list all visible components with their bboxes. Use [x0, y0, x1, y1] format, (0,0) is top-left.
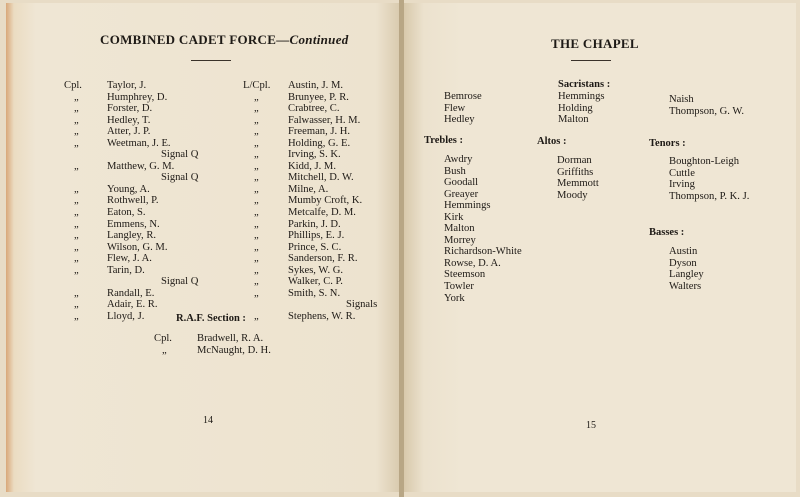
basses-list: [669, 246, 704, 292]
list-item: Milne, A.: [288, 183, 329, 195]
altos-heading: Altos :: [537, 136, 567, 147]
ditto-mark: „: [74, 218, 79, 230]
list-item: Kirk: [444, 211, 464, 223]
list-item: Irving: [669, 179, 695, 191]
raf-names: [197, 333, 271, 356]
list-item: Stephens, W. R.: [288, 310, 356, 322]
ditto-mark: „: [74, 114, 79, 126]
list-item: Adair, E. R.: [107, 299, 158, 311]
list-item: Flew: [444, 102, 466, 114]
list-item: York: [444, 292, 465, 304]
list-item: Taylor, J.: [107, 80, 147, 91]
ditto-mark: „: [254, 114, 259, 126]
list-item: Hedley: [444, 114, 475, 126]
list-item: Morrey: [444, 234, 476, 246]
list-item: Parkin, J. D.: [288, 218, 341, 230]
list-item: Young, A.: [107, 183, 150, 195]
ditto-mark: „: [254, 126, 259, 138]
rank-label: „: [162, 344, 167, 356]
altos-list: [557, 155, 599, 201]
list-item: McNaught, D. H.: [197, 344, 271, 356]
list-item: Cuttle: [669, 167, 695, 179]
list-item: Langley: [669, 269, 704, 281]
ditto-mark: [74, 276, 84, 288]
sacristans-col1: [444, 91, 482, 126]
list-item: Crabtree, C.: [288, 103, 340, 115]
list-item: Tarin, D.: [107, 264, 145, 276]
list-item: Holding: [558, 102, 593, 114]
col1-rank-header: Cpl.: [64, 80, 82, 91]
list-item: Randall, E.: [107, 287, 155, 299]
list-item: Steemson: [444, 269, 486, 281]
list-item: Hemmings: [558, 91, 605, 102]
right-title-rule: [571, 60, 611, 61]
col2-names: [288, 80, 377, 322]
trebles-list: [444, 154, 522, 304]
ditto-mark: „: [74, 183, 79, 195]
ditto-mark: „: [254, 264, 259, 276]
ditto-mark: „: [74, 299, 79, 311]
ditto-mark: „: [254, 230, 259, 242]
list-item: Hedley, T.: [107, 114, 151, 126]
sacristans-heading: Sacristans :: [558, 79, 611, 90]
ditto-mark: „: [254, 207, 259, 219]
ditto-mark: „: [74, 241, 79, 253]
sacristans-col3: [669, 94, 744, 117]
list-item: Thompson, G. W.: [669, 105, 745, 117]
ditto-mark: „: [74, 160, 79, 172]
left-page-title: COMBINED CADET FORCE—Continued: [100, 32, 349, 47]
list-item: Prince, S. C.: [288, 241, 342, 253]
ditto-mark: „: [254, 183, 259, 195]
ditto-mark: „: [74, 126, 79, 138]
ditto-mark: „: [254, 91, 259, 103]
ditto-mark: „: [254, 103, 259, 115]
ditto-mark: „: [74, 91, 79, 103]
list-item: Goodall: [444, 177, 479, 189]
ditto-mark: „: [254, 149, 259, 161]
list-item: Towler: [444, 281, 474, 293]
ditto-mark: „: [254, 253, 259, 265]
tenors-heading: Tenors :: [649, 138, 686, 149]
list-item: Dyson: [669, 257, 697, 269]
list-item: Freeman, J. H.: [288, 126, 351, 138]
list-item: Austin, J. M.: [288, 80, 344, 91]
ditto-mark: „: [254, 137, 259, 149]
list-item: Greayer: [444, 188, 479, 200]
list-item: Walker, C. P.: [288, 276, 343, 288]
list-item: Malton: [558, 114, 589, 126]
col2-rank-header: L/Cpl.: [243, 80, 271, 91]
list-item: Bush: [444, 165, 466, 177]
ditto-mark: „: [254, 160, 259, 172]
list-item: Richardson-White: [444, 246, 522, 258]
ditto-mark: „: [254, 241, 259, 253]
ditto-mark: [74, 149, 84, 161]
ditto-mark: „: [74, 195, 79, 207]
ditto-mark: „: [74, 230, 79, 242]
col1-names: [107, 80, 198, 322]
list-item: Naish: [669, 94, 694, 105]
list-item: Falwasser, H. M.: [288, 114, 361, 126]
list-item: Forster, D.: [107, 103, 153, 115]
list-item: Boughton-Leigh: [669, 156, 740, 167]
list-item: Kidd, J. M.: [288, 160, 336, 172]
ditto-mark: [74, 80, 84, 92]
list-item: Eaton, S.: [107, 207, 146, 219]
list-item: Atter, J. P.: [107, 126, 151, 138]
ditto-mark: „: [254, 195, 259, 207]
ditto-mark: „: [74, 103, 79, 115]
list-item: Austin: [669, 246, 698, 257]
ditto-mark: „: [74, 310, 79, 322]
ditto-mark: „: [74, 137, 79, 149]
col1-ditto-marks: [74, 80, 84, 322]
right-page-title: THE CHAPEL: [551, 36, 639, 51]
rank-label: Cpl.: [154, 333, 172, 344]
list-item: Weetman, J. E.: [107, 137, 171, 149]
list-item: Signal Q: [161, 172, 199, 184]
list-item: Lloyd, J.: [107, 310, 145, 322]
list-item: Sykes, W. G.: [288, 264, 344, 276]
raf-ranks: [154, 333, 172, 356]
ditto-mark: „: [74, 264, 79, 276]
list-item: Signal Q: [161, 276, 199, 288]
ditto-mark: [254, 299, 264, 311]
list-item: Hemmings: [444, 200, 491, 212]
ditto-mark: „: [74, 207, 79, 219]
list-item: Holding, G. E.: [288, 137, 351, 149]
list-item: Rothwell, P.: [107, 195, 159, 207]
list-item: Walters: [669, 280, 702, 292]
right-page-number: 15: [586, 420, 596, 431]
list-item: Mumby Croft, K.: [288, 195, 363, 207]
list-item: Mitchell, D. W.: [288, 172, 354, 184]
sacristans-col2: [558, 91, 605, 126]
list-item: Metcalfe, D. M.: [288, 207, 356, 219]
list-item: Langley, R.: [107, 230, 157, 242]
list-item: Memmott: [557, 178, 599, 190]
list-item: Rowse, D. A.: [444, 257, 501, 269]
left-page-number: 14: [203, 415, 213, 426]
ditto-mark: „: [254, 287, 259, 299]
basses-heading: Basses :: [649, 227, 685, 238]
raf-section-heading: R.A.F. Section :: [176, 313, 246, 324]
left-title-rule: [191, 60, 231, 61]
list-item: Awdry: [444, 154, 473, 165]
ditto-mark: „: [254, 276, 259, 288]
list-item: Wilson, G. M.: [107, 241, 168, 253]
list-item: Emmens, N.: [107, 218, 160, 230]
ditto-mark: „: [74, 287, 79, 299]
list-item: Matthew, G. M.: [107, 160, 175, 172]
trebles-heading: Trebles :: [424, 135, 463, 146]
list-item: Signal Q: [161, 149, 199, 161]
list-item: Thompson, P. K. J.: [669, 190, 750, 202]
tenors-list: [669, 156, 749, 202]
list-item: Phillips, E. J.: [288, 230, 345, 242]
ditto-mark: „: [254, 218, 259, 230]
list-item: Bemrose: [444, 91, 482, 102]
list-item: Sanderson, F. R.: [288, 253, 358, 265]
book-spine: [399, 0, 404, 497]
list-item: Brunyee, P. R.: [288, 91, 349, 103]
ditto-mark: „: [74, 253, 79, 265]
ditto-mark: „: [254, 310, 259, 322]
list-item: Irving, S. K.: [288, 149, 341, 161]
list-item: Smith, S. N.: [288, 287, 341, 299]
list-item: Signals: [346, 299, 378, 311]
list-item: Malton: [444, 223, 475, 235]
list-item: Humphrey, D.: [107, 91, 168, 103]
list-item: Bradwell, R. A.: [197, 333, 264, 344]
list-item: Moody: [557, 189, 588, 201]
col2-ditto-marks: [254, 80, 264, 322]
ditto-mark: [254, 80, 264, 92]
list-item: Dorman: [557, 155, 592, 166]
ditto-mark: [74, 172, 84, 184]
ditto-mark: „: [254, 172, 259, 184]
list-item: Griffiths: [557, 166, 594, 178]
list-item: Flew, J. A.: [107, 253, 152, 265]
